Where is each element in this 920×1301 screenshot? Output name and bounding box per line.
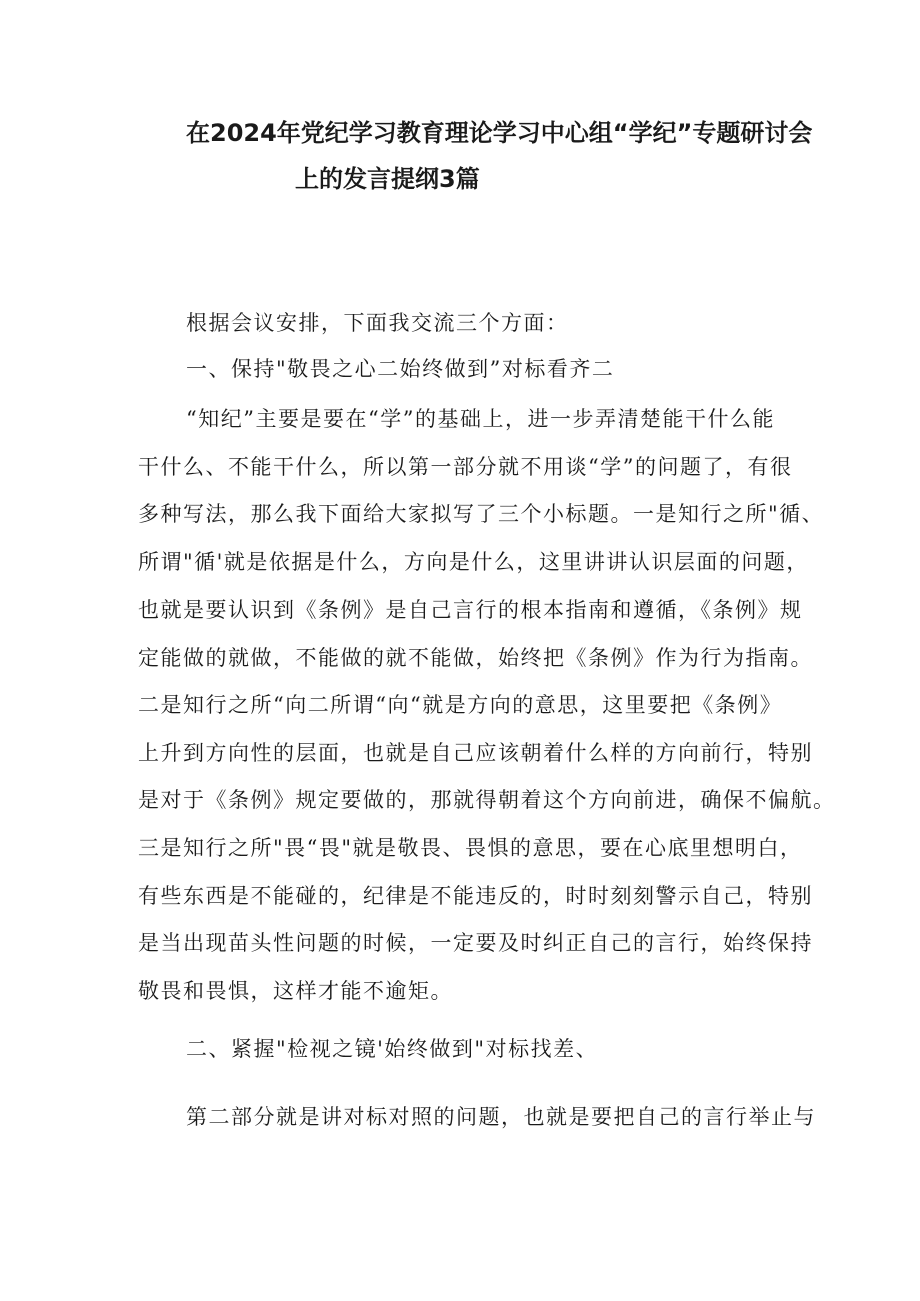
document-title-line-2: 上的发言提纲3篇 xyxy=(295,165,480,193)
paragraph-line: 敬畏和畏惧，这样才能不逾矩。 xyxy=(138,979,453,1003)
paragraph-line: “知纪”主要是要在“学”的基础上，进一步弄清楚能干什么能 xyxy=(186,407,775,431)
paragraph-line: 定能做的就做，不能做的就不能做，始终把《条例》作为行为指南。 xyxy=(138,646,813,670)
paragraph-line: 上升到方向性的层面，也就是自己应该朝着什么样的方向前行，特别 xyxy=(138,741,813,765)
paragraph-line: 也就是要认识到《条例》是自己言行的根本指南和遵循，《条例》规 xyxy=(138,598,803,622)
paragraph-intro: 根据会议安排，下面我交流三个方面： xyxy=(186,311,569,335)
paragraph-line: 有些东西是不能碰的，纪律是不能违反的，时时刻刻警示自己，特别 xyxy=(138,884,813,908)
paragraph-line: 是当出现苗头性问题的时候，一定要及时纠正自己的言行，始终保持 xyxy=(138,931,813,955)
paragraph-line: 第二部分就是讲对标对照的问题，也就是要把自己的言行举止与 xyxy=(186,1105,816,1129)
section-heading-2: 二、紧握"检视之镜'始终做到"对标找差、 xyxy=(186,1037,599,1061)
paragraph-line: 二是知行之所“向二所谓“向“就是方向的意思，这里要把《条例》 xyxy=(138,693,783,717)
paragraph-line: 所谓"循'就是依据是什么，方向是什么，这里讲讲认识层面的问题， xyxy=(138,550,809,574)
paragraph-line: 多种写法，那么我下面给大家拟写了三个小标题。一是知行之所"循、 xyxy=(138,502,825,526)
paragraph-line: 干什么、不能干什么，所以第一部分就不用谈“学”的问题了，有很 xyxy=(138,455,793,479)
paragraph-line: 三是知行之所"畏“畏"就是敬畏、畏惧的意思，要在心底里想明白， xyxy=(138,836,803,860)
document-title-line-1: 在2024年党纪学习教育理论学习中心组“学纪”专题研讨会 xyxy=(186,119,813,147)
paragraph-line: 是对于《条例》规定要做的，那就得朝着这个方向前进，确保不偏航。 xyxy=(138,788,836,812)
section-heading-1: 一、保持"敬畏之心二始终做到”对标看齐二 xyxy=(186,357,615,381)
